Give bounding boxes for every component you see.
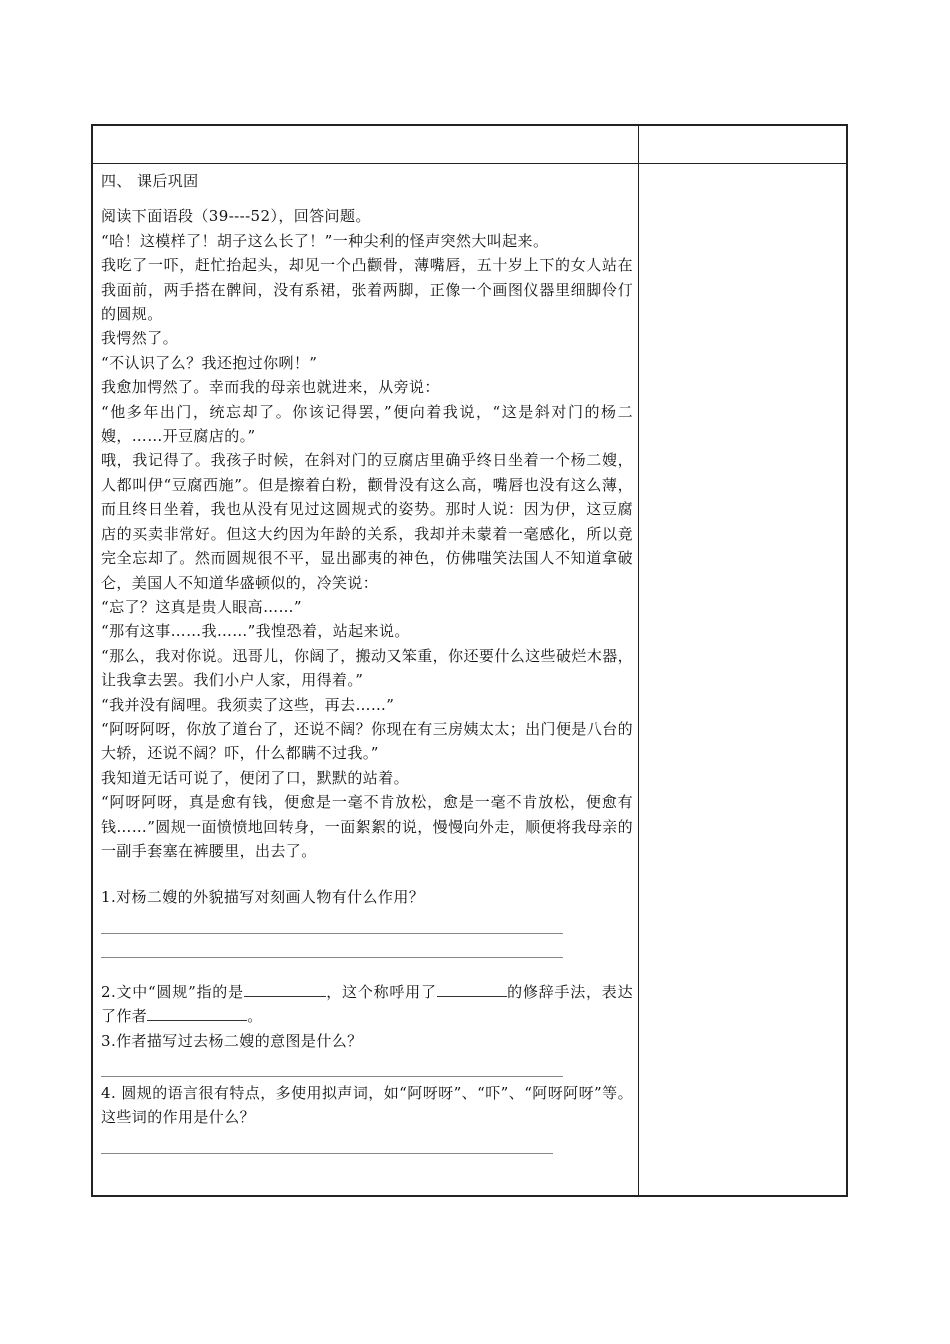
fill-blank[interactable] — [437, 980, 507, 997]
passage-paragraph: 我知道无话可说了，便闭了口，默默的站着。 — [101, 768, 410, 787]
passage-paragraph: “阿呀阿呀，你放了道台了，还说不阔？你现在有三房姨太太；出门便是八台的大轿，还说不阔？吓，什么都瞒不过我。” — [101, 719, 633, 763]
passage-paragraph: “他多年出门，统忘却了。你该记得罢，”便向着我说，“这是斜对门的杨二嫂，……开豆腐店的。” — [101, 402, 633, 446]
question-4: 4. 圆规的语言很有特点，多使用拟声词，如“阿呀呀”、“吓”、“阿呀阿呀”等。这些词的作用是什么？ — [101, 1084, 633, 1127]
fill-blank[interactable] — [147, 1004, 247, 1021]
spacer — [101, 863, 633, 885]
question-1: 1.对杨二嫂的外貌描写对刻画人物有什么作用？ — [101, 888, 425, 907]
question-2-text: 的修辞手法，表达了作者 — [101, 982, 633, 1026]
fill-blank[interactable] — [244, 980, 326, 997]
answer-line[interactable] — [101, 910, 563, 934]
header-row-divider — [93, 163, 846, 164]
question-3: 3.作者描写过去杨二嫂的意图是什么？ — [101, 1031, 363, 1050]
answer-line[interactable] — [101, 1053, 563, 1077]
worksheet-table — [91, 124, 848, 1197]
passage-paragraph: “那有这事……我……”我惶恐着，站起来说。 — [101, 622, 410, 641]
passage-paragraph: “不认识了么？我还抱过你咧！” — [101, 353, 318, 372]
passage-paragraph: “那么，我对你说。迅哥儿，你阔了，搬动又笨重，你还要什么这些破烂木器，让我拿去罢。我们小户人家，用得着。” — [101, 646, 633, 690]
passage-paragraph: 我愕然了。 — [101, 329, 179, 348]
answer-line[interactable] — [101, 1130, 553, 1154]
answer-line[interactable] — [101, 934, 563, 958]
question-2-text: 2.文中“圆规”指的是 — [101, 982, 244, 1001]
passage-paragraph: “哈！这模样了！胡子这么长了！”一种尖利的怪声突然大叫起来。 — [101, 231, 549, 250]
passage-paragraph: “阿呀阿呀，真是愈有钱，便愈是一毫不肯放松，愈是一毫不肯放松，便愈有钱……”圆规一面愤愤地回转身，一面絮絮的说，慢慢向外走，顺便将我母亲的一副手套塞在裤腰里，出去了。 — [101, 793, 633, 860]
column-divider — [638, 126, 639, 1195]
spacer — [101, 958, 633, 980]
question-2-text: 。 — [247, 1007, 263, 1026]
question-2 — [101, 980, 633, 1029]
passage-paragraph: 我愈加愕然了。幸而我的母亲也就进来，从旁说： — [101, 378, 440, 397]
section-title: 四、 课后巩固 — [101, 172, 199, 190]
passage-paragraph: 哦，我记得了。我孩子时候，在斜对门的豆腐店里确乎终日坐着一个杨二嫂，人都叫伊“豆腐西施”。但是擦着白粉，颧骨没有这么高，嘴唇也没有这么薄，而且终日坐着，我也从没有见过这圆规式的姿势。那时人说：因为伊，这豆腐店的买卖非常好。但这大约因为年龄的关系，我却并未蒙着一毫感化，所以竟完全忘却了。然而圆规很不平，显出鄙夷的神色，仿佛嗤笑法国人不知道拿破仑，美国人不知道华盛顿似的，冷笑说： — [101, 451, 633, 592]
passage-paragraph: 我吃了一吓，赶忙抬起头，却见一个凸颧骨，薄嘴唇，五十岁上下的女人站在我面前，两手搭在髀间，没有系裙，张着两脚，正像一个画图仪器里细脚伶仃的圆规。 — [101, 256, 633, 324]
question-2-text: ，这个称呼用了 — [325, 982, 437, 1001]
main-content-cell — [101, 166, 633, 1154]
passage-paragraph: “忘了？这真是贵人眼高……” — [101, 597, 302, 616]
passage-paragraph: “我并没有阔哩。我须卖了这些，再去……” — [101, 695, 395, 714]
reading-instruction: 阅读下面语段（39----52），回答问题。 — [101, 207, 371, 226]
